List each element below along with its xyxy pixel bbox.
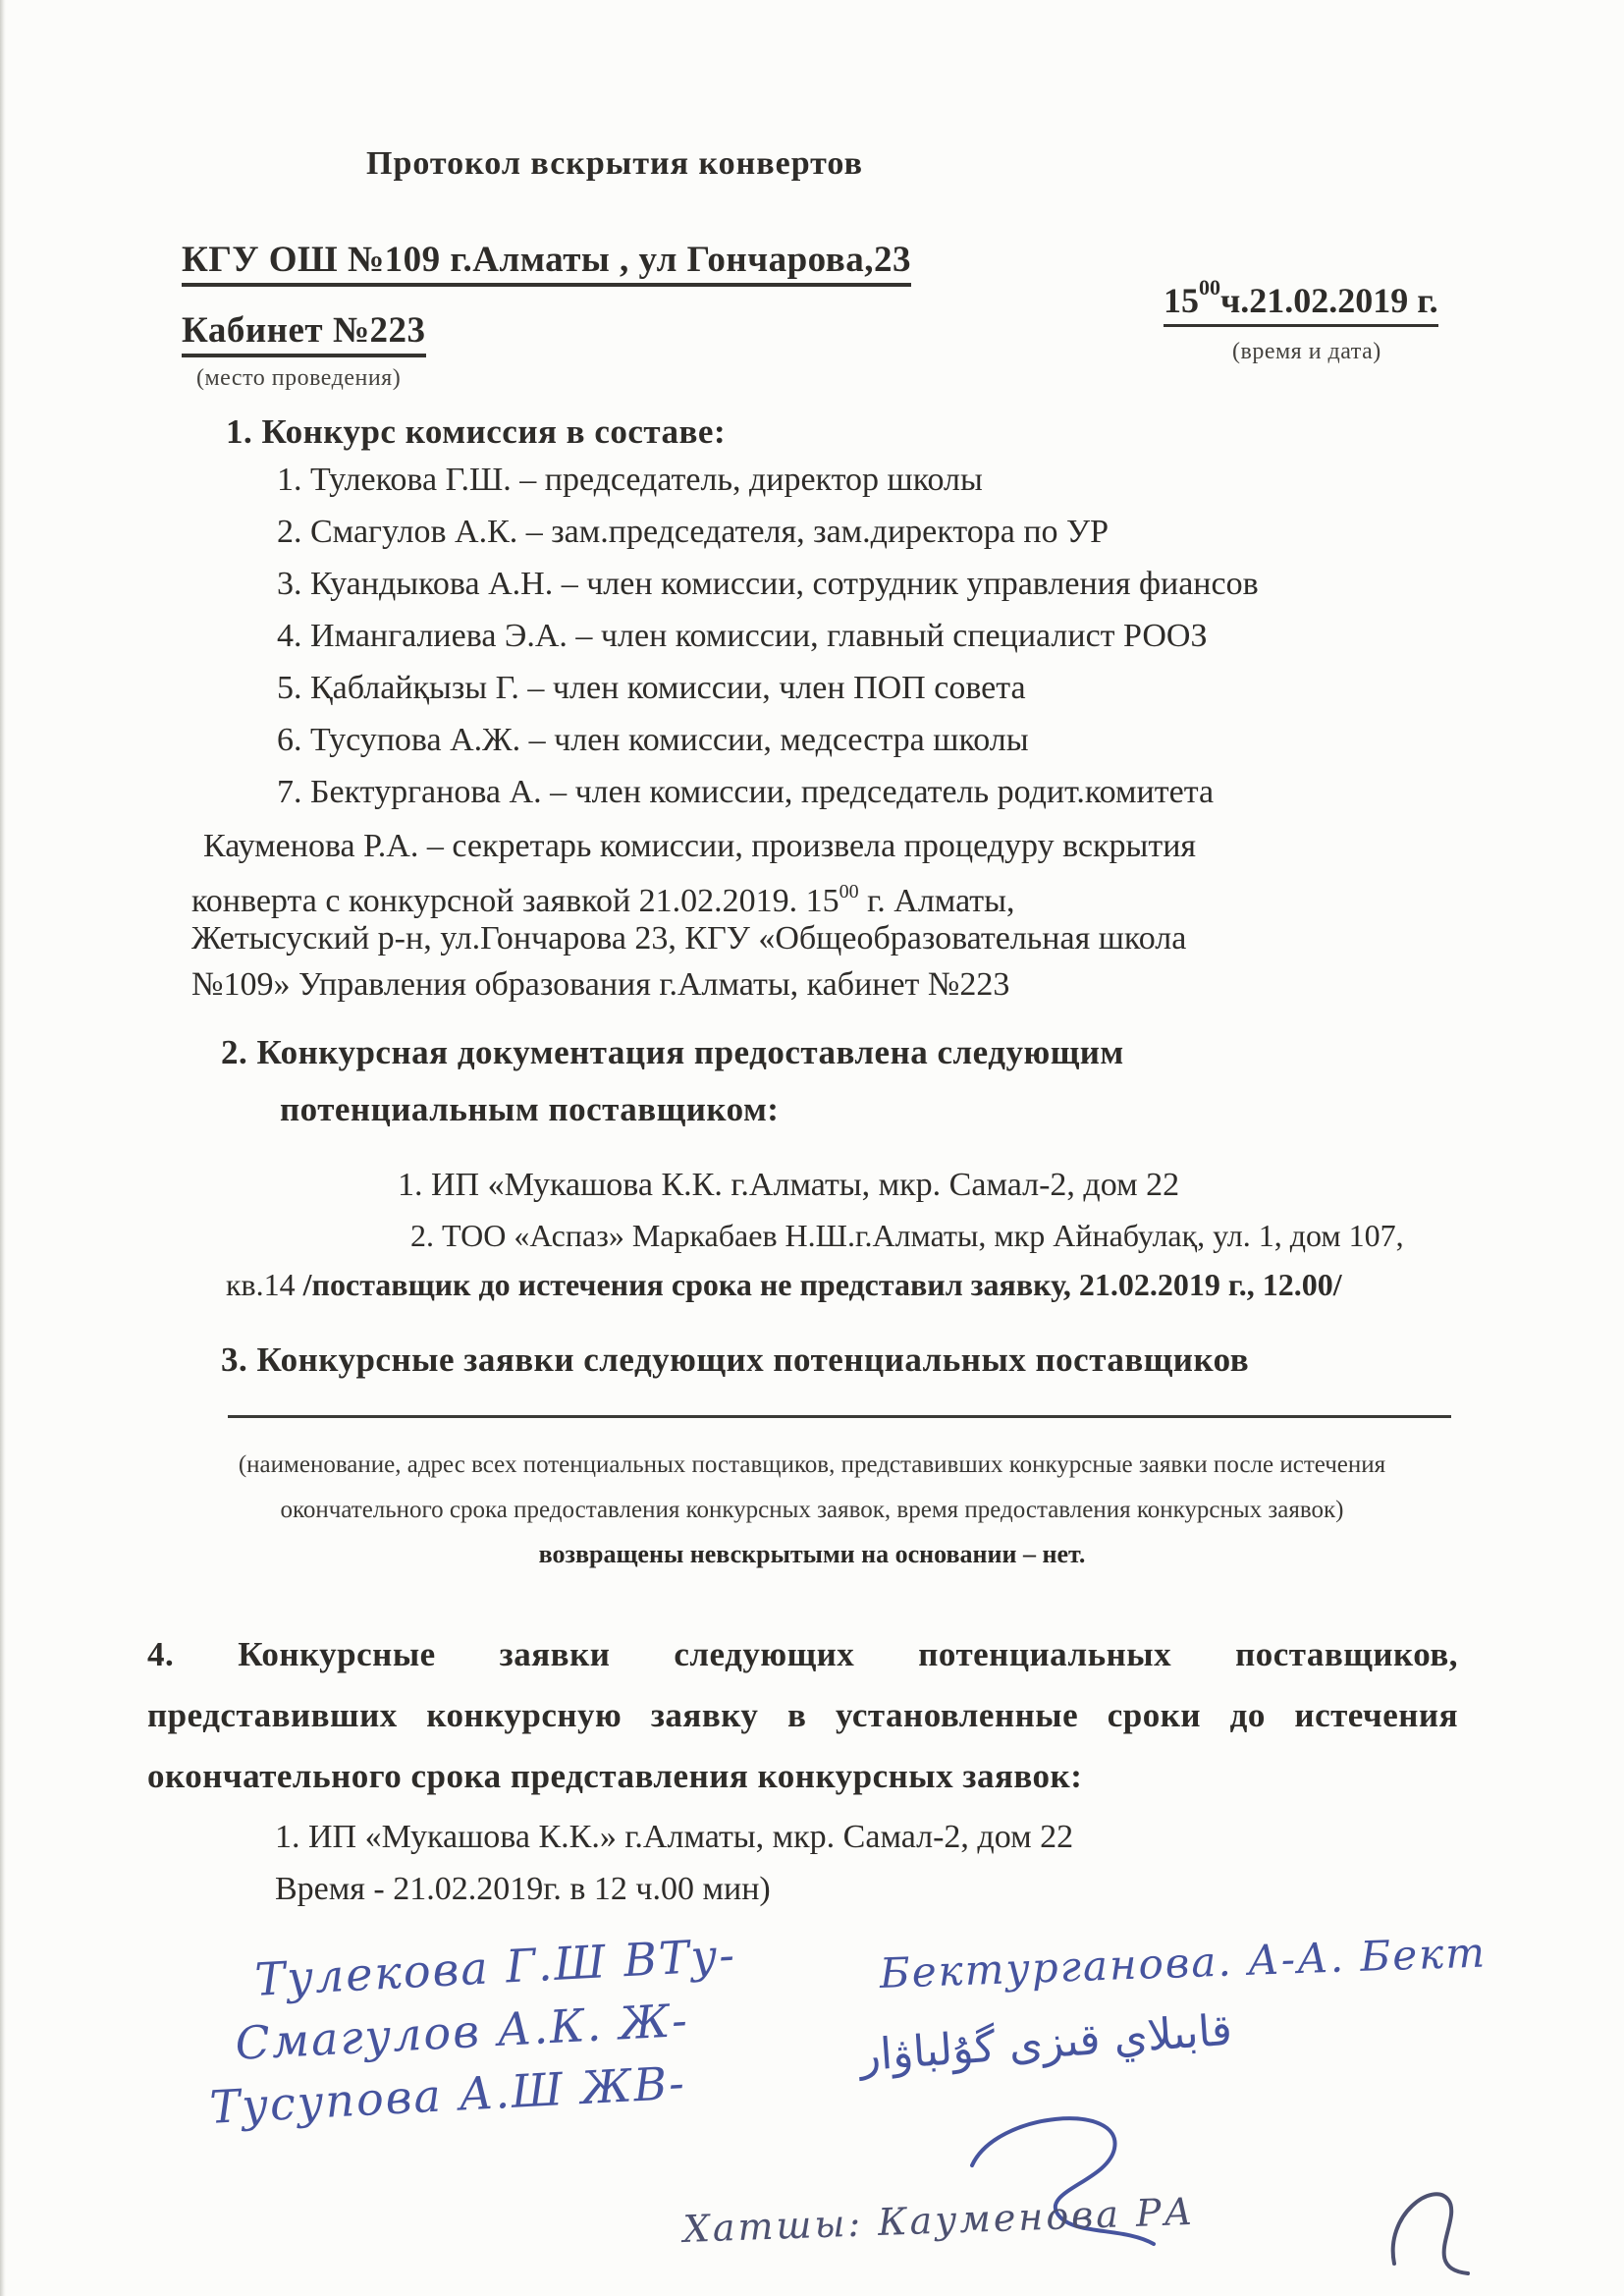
secretary-line2-sup: 00 (839, 881, 859, 902)
section1-heading: 1. Конкурс комиссия в составе: (226, 412, 727, 451)
commission-member: 6. Тусупова А.Ж. – член комиссии, медсестра школы (277, 722, 1029, 758)
section4-heading-line2: представивших конкурсную заявку в установленные сроки до истечения (147, 1696, 1458, 1734)
section2-heading-line1: 2. Конкурсная документация предоставлена следующим (221, 1033, 1124, 1071)
signature-smagulov: Смагулов А.К. Ж- (234, 1993, 691, 2070)
section4-heading-line3: окончательного срока представления конкурсных заявок: (147, 1757, 1083, 1795)
secretary-paragraph-line: Кауменова Р.А. – секретарь комиссии, произвела процедуру вскрытия (203, 828, 1197, 864)
signature-kablaikyzy-arabic: قابىلاي قىزى گۇلباۋار (857, 2004, 1234, 2082)
section3-heading: 3. Конкурсные заявки следующих потенциальных поставщиков (221, 1340, 1250, 1379)
supplier-item: 1. ИП «Мукашова К.К. г.Алматы, мкр. Самал-2, дом 22 (398, 1167, 1180, 1203)
signature-tulekova: Тулекова Г.Ш ВТу- (253, 1928, 738, 2006)
venue-caption: (место проведения) (196, 365, 402, 391)
section3-note-line2: окончательного срока предоставления конкурсных заявок, время предоставления конкурсных заявок) (280, 1497, 1344, 1523)
room-line: Кабинет №223 (182, 309, 426, 357)
section3-returned-note: возвращены невскрытыми на основании – нет. (538, 1540, 1086, 1568)
commission-member: 3. Куандыкова А.Н. – член комиссии, сотрудник управления фиансов (277, 566, 1259, 602)
signature-secretary-kaumenova: Хатшы: Кауменова РА (682, 2189, 1196, 2251)
supplier-item-continuation (226, 1267, 1342, 1303)
section3-note-line1: (наименование, адрес всех потенциальных поставщиков, представивших конкурсные заявки после истечения (238, 1451, 1386, 1478)
commission-member: 2. Смагулов А.К. – зам.председателя, зам.директора по УР (277, 514, 1110, 550)
datetime-hour: 15 (1164, 281, 1199, 320)
winner-item-line1: 1. ИП «Мукашова К.К.» г.Алматы, мкр. Самал-2, дом 22 (275, 1819, 1074, 1855)
page-title: Протокол вскрытия конвертов (366, 145, 863, 182)
section2-heading-line2: потенциальным поставщиком: (280, 1090, 780, 1128)
commission-member: 5. Қаблайқызы Г. – член комиссии, член ПОП совета (277, 670, 1026, 706)
supplier-item-cont-plain: кв.14 (226, 1267, 303, 1302)
winner-item-line2: Время - 21.02.2019г. в 12 ч.00 мин) (275, 1871, 771, 1907)
commission-member: 1. Тулекова Г.Ш. – председатель, директор школы (277, 462, 983, 498)
secretary-paragraph-line: Жетысуский р-н, ул.Гончарова 23, КГУ «Общеобразовательная школа (191, 920, 1187, 957)
venue-line: КГУ ОШ №109 г.Алматы , ул Гончарова,23 (182, 239, 911, 287)
blank-fill-line (228, 1415, 1451, 1418)
supplier-item: 2. ТОО «Аспаз» Маркабаев Н.Ш.г.Алматы, мкр Айнабулақ, ул. 1, дом 107, (410, 1218, 1404, 1253)
secretary-line2-post: г. Алматы, (858, 883, 1015, 919)
datetime-rest: ч.21.02.2019 г. (1220, 281, 1438, 320)
secretary-line2-pre: конверта с конкурсной заявкой 21.02.2019. 15 (191, 883, 839, 919)
signature-bekturganova: Бектурганова. А-А. Бект (879, 1928, 1488, 1997)
commission-member: 7. Бектурганова А. – член комиссии, председатель родит.комитета (277, 774, 1215, 810)
datetime-line (1164, 275, 1438, 327)
section4-heading-line1: 4. Конкурсные заявки следующих потенциальных поставщиков, (147, 1635, 1458, 1673)
signature-tusupova: Тусупова А.Ш ЖВ- (208, 2055, 687, 2134)
signature-flourish (1375, 2175, 1492, 2283)
datetime-caption: (время и дата) (1232, 339, 1381, 364)
commission-member: 4. Имангалиева Э.А. – член комиссии, главный специалист РООЗ (277, 618, 1208, 654)
datetime-minutes-sup: 00 (1199, 275, 1220, 300)
secretary-paragraph-line: №109» Управления образования г.Алматы, кабинет №223 (191, 966, 1010, 1003)
supplier-item-cont-bold: /поставщик до истечения срока не представил заявку, 21.02.2019 г., 12.00/ (302, 1267, 1342, 1302)
